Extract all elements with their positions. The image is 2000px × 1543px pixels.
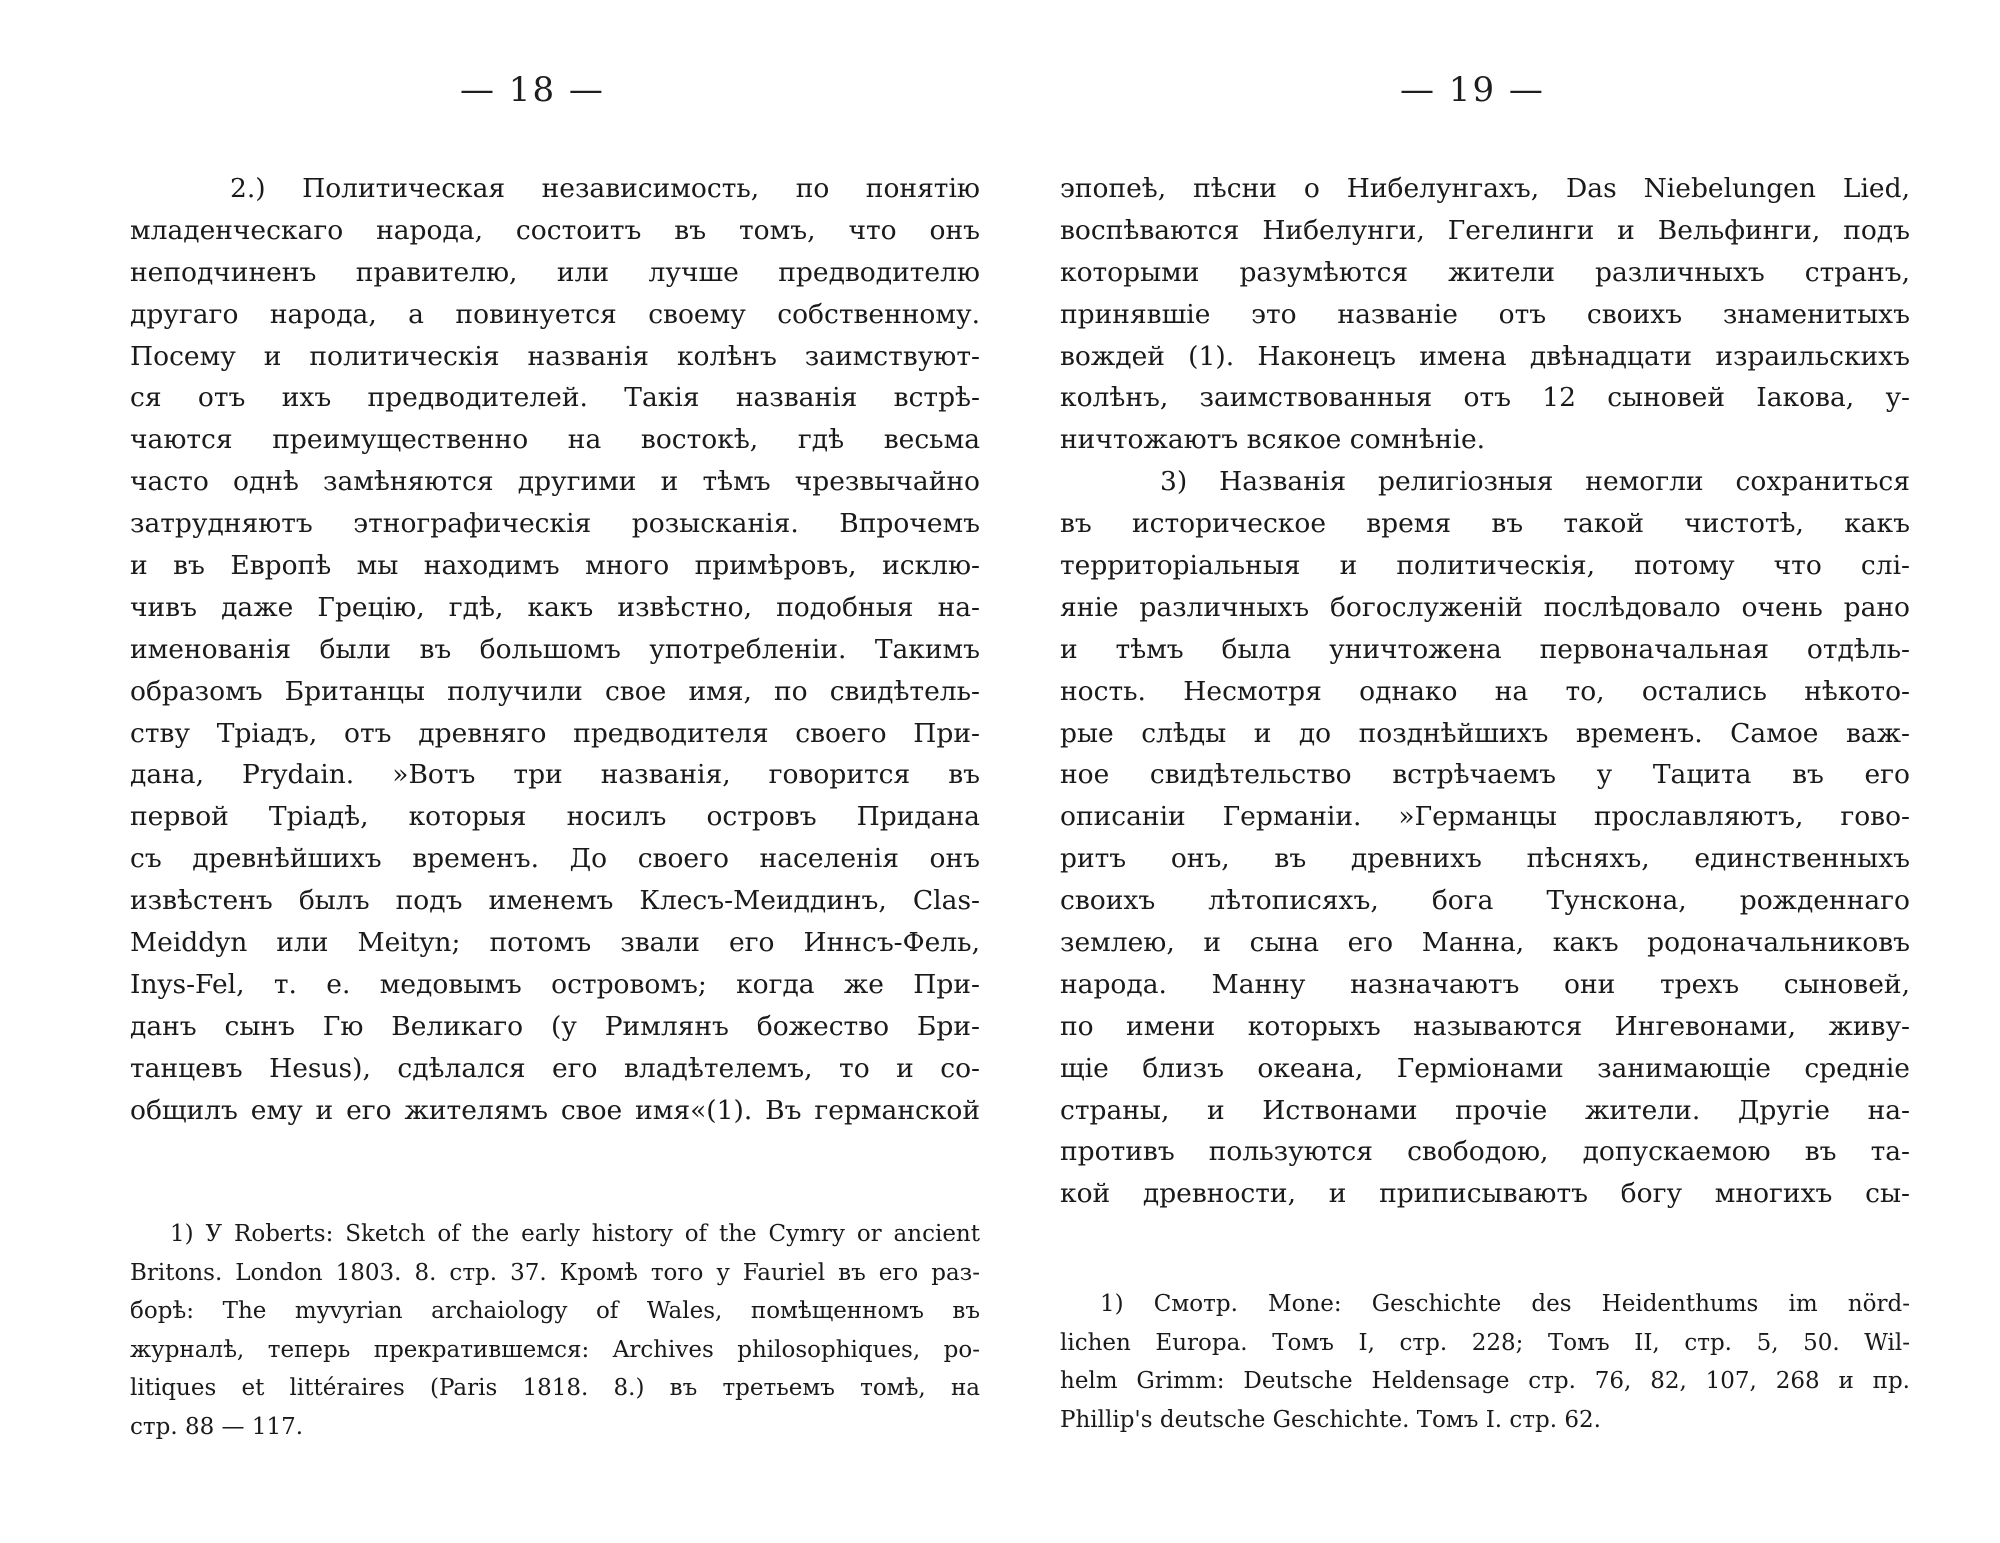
text-line: противъ пользуются свободою, допускаемою въ та- [1060,1136,1910,1168]
text-line: часто однѣ замѣняются другими и тѣмъ чрезвычайно [130,466,980,498]
page-number-right: — 19 — [1400,70,1545,110]
text-line: щіе близъ океана, Герміонами занимающіе средніе [1060,1052,1910,1084]
text-line: именованія были въ большомъ употребленіи. Такимъ [130,633,980,665]
text-line: 2.) Политическая независимость, по понятію [230,173,980,204]
text-line: извѣстенъ былъ подъ именемъ Клесъ-Меиддинъ, Clas- [130,885,980,917]
text-line: общилъ ему и его жителямъ свое имя«(1). Въ германской [130,1094,980,1126]
text-line: ся отъ ихъ предводителей. Такія названія встрѣ- [130,382,980,414]
footnote-line: Britons. London 1803. 8. стр. 37. Кромѣ того у Fauriel въ его раз- [130,1259,980,1286]
text-line: землею, и сына его Манна, какъ родоначальниковъ [1060,927,1910,959]
text-line: и тѣмъ была уничтожена первоначальная отдѣль- [1060,633,1910,665]
left-body-text [130,168,980,1131]
text-line: Inys-Fel, т. е. медовымъ островомъ; когда же При- [130,968,980,1000]
text-line: ритъ онъ, въ древнихъ пѣсняхъ, единственныхъ [1060,843,1910,875]
text-line: ное свидѣтельство встрѣчаемъ у Тацита въ его [1060,759,1910,791]
text-line: танцевъ Hesus), сдѣлался его владѣтелемъ, то и со- [130,1052,980,1084]
text-line: 3) Названія религіозныя немогли сохраниться [1160,466,1910,498]
text-line: затрудняютъ этнографическія розысканія. Впрочемъ [130,508,980,540]
footnote-line: litiques et littéraires (Paris 1818. 8.) въ третьемъ томѣ, на [130,1375,980,1401]
text-line: территоріальныя и политическія, потому что слі- [1060,550,1910,582]
text-line: кой древности, и приписываютъ богу многихъ сы- [1060,1178,1910,1210]
text-line: принявшіе это названіе отъ своихъ знаменитыхъ [1060,298,1910,330]
text-line: дана, Prydain. »Вотъ три названія, говорится въ [130,759,980,791]
footnote-line: 1) Смотр. Mone: Geschichte des Heidenthums im nörd- [1100,1291,1910,1317]
text-line: описаніи Германіи. »Германцы прославляютъ, гово- [1060,801,1910,833]
text-line: рые слѣды и до позднѣйшихъ временъ. Самое важ- [1060,717,1910,749]
text-line: чивъ даже Грецію, гдѣ, какъ извѣстно, подобныя на- [130,591,980,623]
text-line: эпопеѣ, пѣсни о Нибелунгахъ, Das Niebelungen Lied, [1060,173,1910,204]
text-line: яніе различныхъ богослуженій послѣдовало очень рано [1060,591,1910,623]
left-page [130,0,980,1543]
right-footnotes [1060,1285,1910,1439]
text-line: воспѣваются Нибелунги, Гегелинги и Вельфинги, подъ [1060,214,1910,246]
text-line: чаются преимущественно на востокѣ, гдѣ весьма [130,424,980,456]
right-page [1060,0,1910,1543]
text-line: ству Тріадъ, отъ древняго предводителя своего При- [130,717,980,749]
footnote-line: Phillip's deutsche Geschichte. Томъ I. стр. 62. [1060,1406,1601,1433]
text-line: ность. Несмотря однако на то, остались нѣкото- [1060,675,1910,707]
text-line: младенческаго народа, состоитъ въ томъ, что онъ [130,214,980,246]
text-line: Посему и политическія названія колѣнъ заимствуют- [130,340,980,372]
text-line: страны, и Иствонами прочіе жители. Другіе на- [1060,1094,1910,1126]
text-line: по имени которыхъ называются Ингевонами, живу- [1060,1010,1910,1042]
footnote-line: журналѣ, теперь прекратившемся: Archives philosophiques, po- [130,1336,980,1363]
text-line: народа. Манну назначаютъ они трехъ сыновей, [1060,968,1910,1000]
text-line: Meiddyn или Meityn; потомъ звали его Иннсъ-Фель, [130,927,980,959]
text-line: и въ Европѣ мы находимъ много примѣровъ, исклю- [130,550,980,582]
text-line: данъ сынъ Гю Великаго (у Римлянъ божество Бри- [130,1010,980,1042]
left-footnotes [130,1215,980,1446]
text-line: первой Тріадѣ, которыя носилъ островъ Придана [130,801,980,833]
text-line: которыми разумѣются жители различныхъ странъ, [1060,256,1910,288]
text-line: образомъ Британцы получили свое имя, по свидѣтель- [130,675,980,707]
text-line: съ древнѣйшихъ временъ. До своего населенія онъ [130,843,980,875]
text-line: вождей (1). Наконецъ имена двѣнадцати израильскихъ [1060,340,1910,372]
text-line: неподчиненъ правителю, или лучше предводителю [130,256,980,288]
footnote-line: стр. 88 — 117. [130,1413,304,1440]
footnote-line: борѣ: The myvyrian archaiology of Wales, помѣщенномъ въ [130,1298,980,1324]
text-line: въ историческое время въ такой чистотѣ, какъ [1060,508,1910,540]
right-body-text [1060,168,1910,1215]
text-line: другаго народа, а повинуется своему собственному. [130,298,980,330]
footnote-line: helm Grimm: Deutsche Heldensage стр. 76, 82, 107, 268 и пр. [1060,1368,1910,1394]
text-line: ничтожаютъ всякое сомнѣніе. [1060,424,1486,456]
page-number-left: — 18 — [460,70,605,110]
text-line: своихъ лѣтописяхъ, бога Тунскона, рожденнаго [1060,885,1910,917]
footnote-line: lichen Europa. Томъ I, стр. 228; Томъ II, стр. 5, 50. Wil- [1060,1329,1910,1356]
text-line: колѣнъ, заимствованныя отъ 12 сыновей Іакова, у- [1060,382,1910,414]
footnote-line: 1) У Roberts: Sketch of the early history of the Cymry or ancient [170,1221,980,1247]
